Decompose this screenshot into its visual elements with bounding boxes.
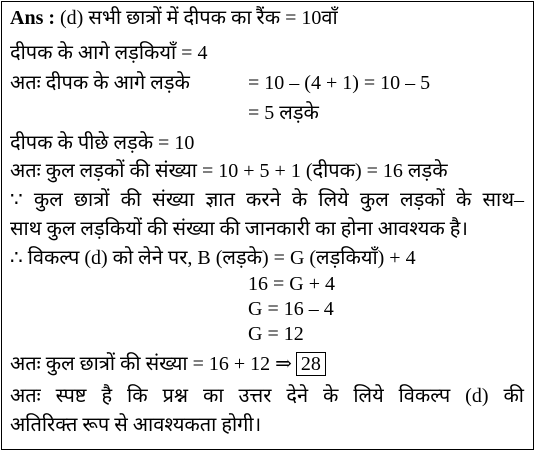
- reason-line-2: साथ कुल लड़कियों की संख्या की जानकारी का होना आवश्यक है।: [10, 218, 468, 240]
- reason-line-1: ∵ कुल छात्रों की संख्या ज्ञात करने के लिये कुल लड़कों के साथ–: [10, 189, 524, 211]
- girls-ahead-line: दीपक के आगे लड़कियाँ = 4: [10, 42, 208, 64]
- boys-ahead-result: = 5 लड़के: [248, 102, 319, 124]
- equation-3: G = 12: [248, 323, 304, 345]
- final-total-text: अतः कुल छात्रों की संख्या = 16 + 12 ⇒: [10, 353, 292, 375]
- answer-line: [10, 6, 338, 30]
- total-boys-line: अतः कुल लड़कों की संख्या = 10 + 5 + 1 (दीपक) = 16 लड़के: [10, 160, 448, 182]
- conclusion-line-2: अतिरिक्त रूप से आवश्यकता होगी।: [10, 414, 262, 436]
- answer-label: Ans :: [10, 7, 56, 29]
- equation-1: 16 = G + 4: [248, 273, 336, 295]
- boys-ahead-calc: = 10 – (4 + 1) = 10 – 5: [248, 72, 431, 94]
- rank-statement: (d) सभी छात्रों में दीपक का रैंक = 10वाँ: [55, 7, 338, 29]
- boys-ahead-label: अतः दीपक के आगे लड़के: [10, 72, 190, 94]
- solution-box: [1, 1, 534, 450]
- conclusion-line-1: अतः स्पष्ट है कि प्रश्न का उत्तर देने के लिये विकल्प (d) की: [10, 385, 524, 407]
- equation-2: G = 16 – 4: [248, 298, 334, 320]
- boys-behind-line: दीपक के पीछे लड़के = 10: [10, 132, 195, 154]
- final-total-line: [10, 352, 326, 376]
- final-answer-box: 28: [296, 352, 326, 376]
- option-d-line: ∴ विकल्प (d) को लेने पर, B (लड़के) = G (लड़कियाँ) + 4: [10, 247, 416, 269]
